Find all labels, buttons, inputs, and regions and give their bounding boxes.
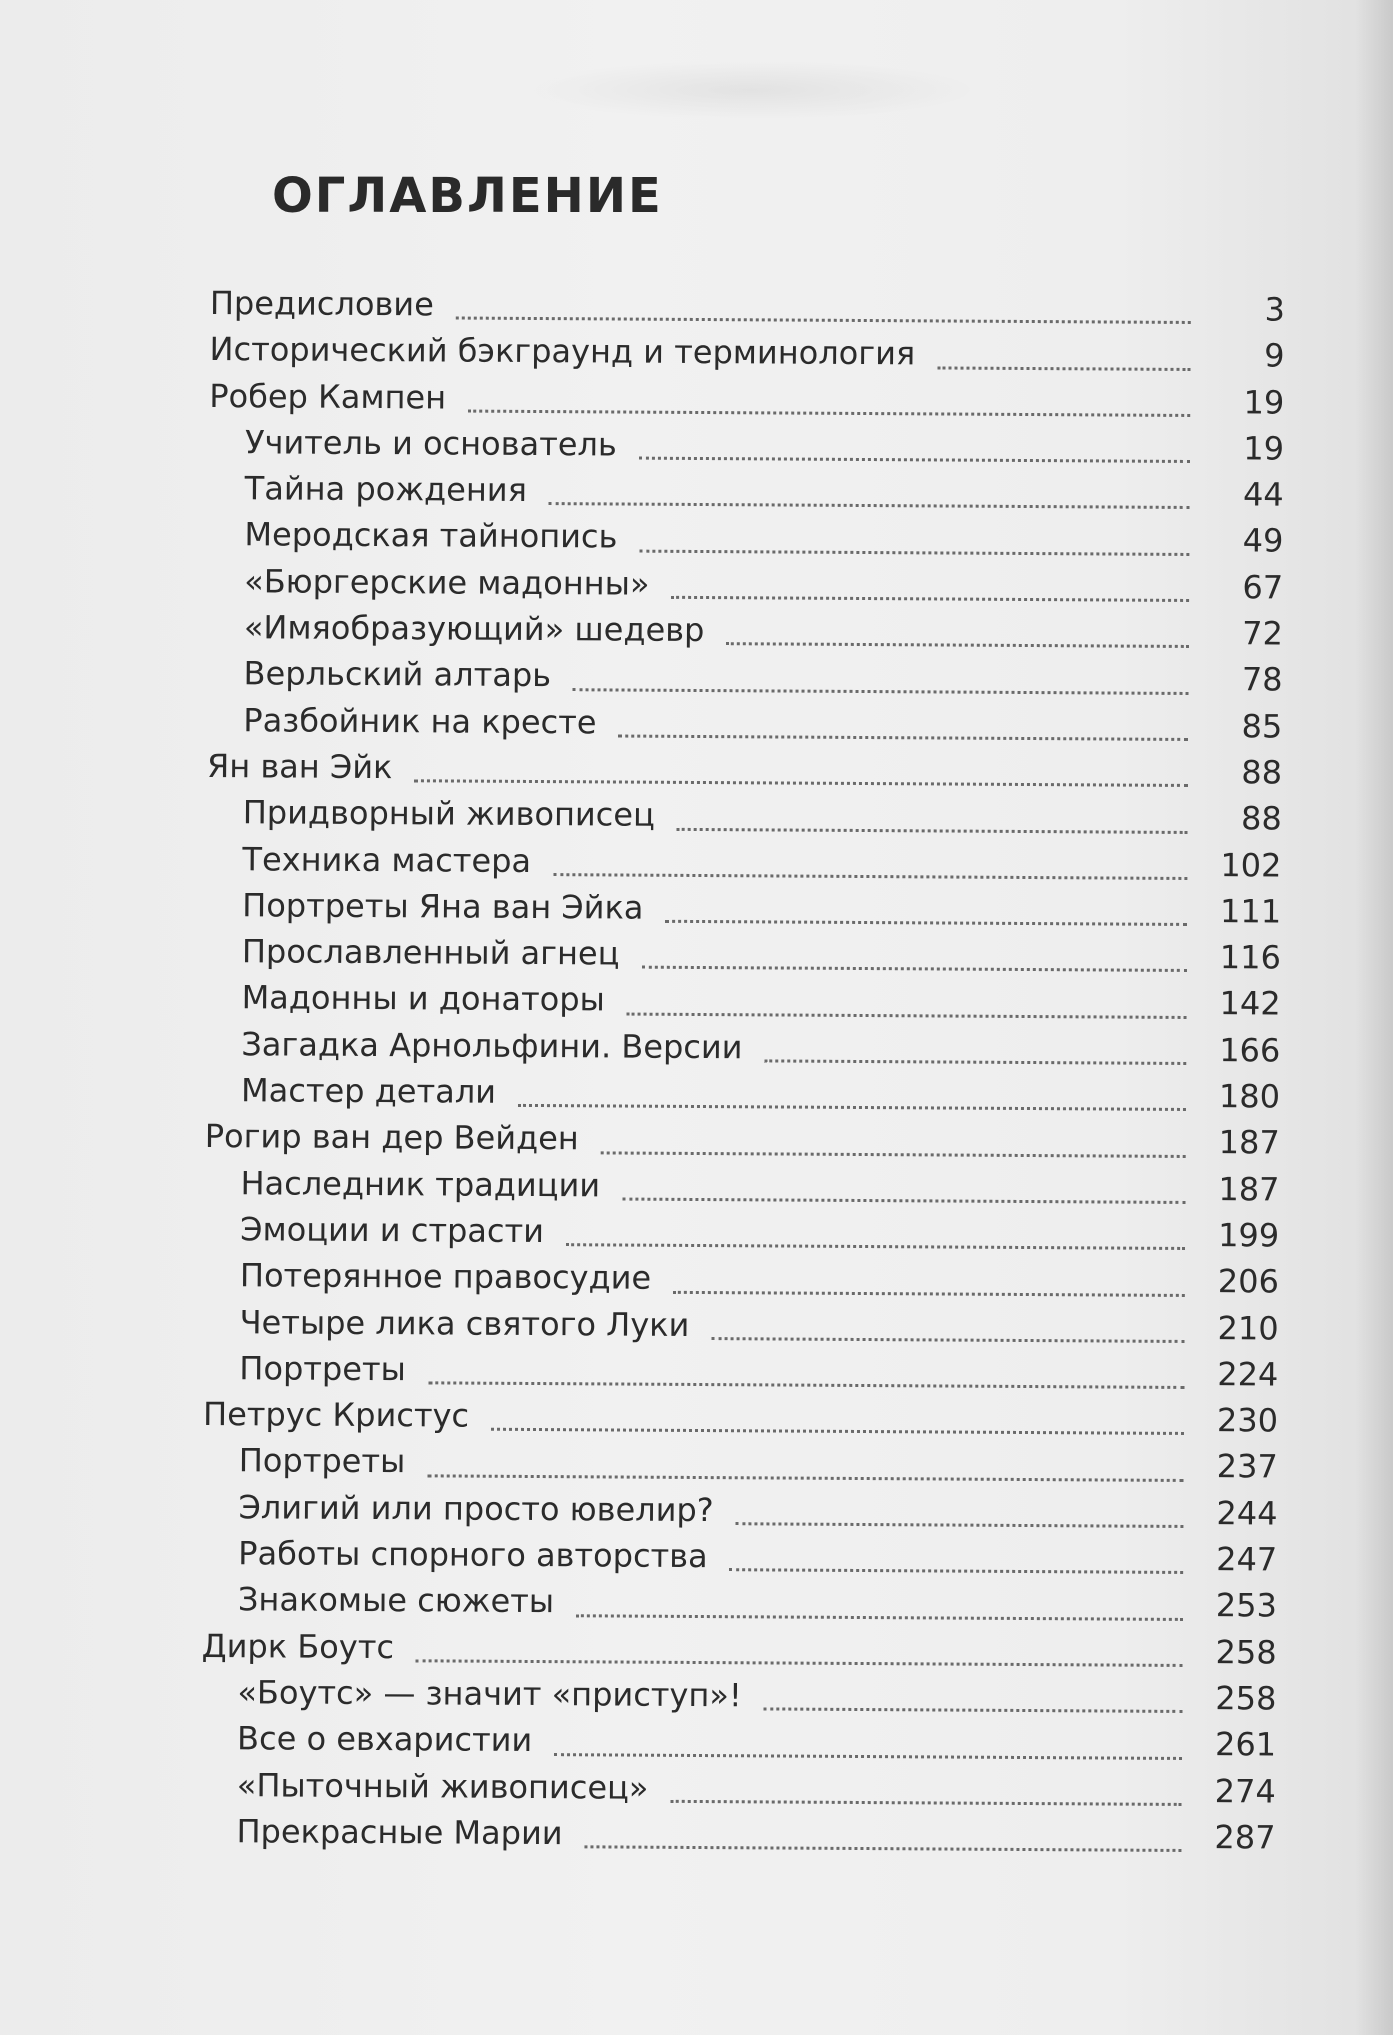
- toc-entry-title: Работы спорного авторства: [238, 1534, 708, 1576]
- toc-entry-page-number: 19: [1243, 382, 1285, 422]
- dot-leader: [468, 405, 1190, 416]
- dot-leader: [566, 1239, 1185, 1250]
- dot-leader: [671, 592, 1189, 602]
- toc-entry: [208, 562, 1283, 615]
- toc-entry-title: «Пыточный живописец»: [236, 1765, 649, 1807]
- toc-entry: [201, 1719, 1276, 1772]
- toc-entry-page-number: 88: [1241, 753, 1283, 792]
- dot-leader: [764, 1055, 1186, 1065]
- toc-entry-title: Разбойник на кресте: [243, 700, 597, 742]
- dot-leader: [553, 869, 1187, 880]
- toc-entry-title: Знакомые сюжеты: [237, 1580, 555, 1621]
- toc-entry-title: Учитель и основатель: [244, 423, 617, 464]
- toc-entry-page-number: 116: [1219, 938, 1282, 977]
- dot-leader: [670, 1796, 1181, 1806]
- toc-entry-title: Верльский алтарь: [243, 654, 552, 695]
- toc-entry-title: «Бюргерские мадонны»: [244, 561, 650, 603]
- table-of-contents: [200, 284, 1285, 1865]
- toc-entry: [209, 423, 1284, 476]
- toc-entry-title: Загадка Арнольфини. Версии: [241, 1024, 743, 1067]
- dot-leader: [641, 962, 1187, 972]
- toc-entry-page-number: 67: [1242, 568, 1284, 607]
- toc-entry: [205, 1071, 1280, 1124]
- toc-entry-page-number: 199: [1218, 1216, 1280, 1255]
- toc-entry-title: Дирк Боутс: [201, 1626, 395, 1666]
- page-title: ОГЛАВЛЕНИЕ: [272, 168, 663, 224]
- toc-entry-title: Ян ван Эйк: [206, 746, 393, 787]
- dot-leader: [677, 823, 1188, 833]
- toc-entry: [205, 1117, 1280, 1170]
- toc-entry-page-number: 166: [1219, 1030, 1281, 1070]
- toc-entry-title: «Боутс» — значит «приступ»!: [237, 1673, 742, 1715]
- toc-entry: [200, 1812, 1275, 1865]
- dot-leader: [428, 1377, 1185, 1389]
- toc-entry-page-number: 210: [1217, 1308, 1279, 1348]
- toc-entry: [203, 1441, 1278, 1494]
- toc-entry: [207, 747, 1282, 800]
- dot-leader: [573, 684, 1189, 695]
- toc-entry-title: Техника мастера: [242, 839, 532, 880]
- dot-leader: [622, 1193, 1185, 1203]
- toc-entry-title: «Имяобразующий» шедевр: [243, 608, 705, 650]
- toc-entry-page-number: 261: [1214, 1725, 1277, 1764]
- page-edge-shadow: [1355, 0, 1393, 2035]
- toc-entry: [203, 1395, 1278, 1448]
- toc-entry: [209, 469, 1284, 522]
- toc-entry-title: Элигий или просто ювелир?: [238, 1487, 714, 1529]
- dot-leader: [764, 1704, 1183, 1714]
- toc-entry-page-number: 44: [1242, 475, 1284, 514]
- dot-leader: [639, 545, 1189, 555]
- toc-entry-page-number: 258: [1215, 1632, 1277, 1672]
- toc-entry-page-number: 224: [1217, 1355, 1279, 1394]
- toc-entry-title: Придворный живописец: [242, 793, 655, 834]
- dot-leader: [414, 776, 1188, 788]
- toc-entry-title: Робер Кампен: [209, 376, 447, 417]
- dot-leader: [618, 730, 1188, 740]
- dot-leader: [730, 1565, 1184, 1575]
- dot-leader: [639, 453, 1190, 463]
- toc-entry-page-number: 3: [1264, 290, 1285, 329]
- toc-entry-page-number: 230: [1216, 1401, 1279, 1440]
- toc-entry: [204, 1210, 1279, 1263]
- toc-entry: [203, 1349, 1278, 1402]
- toc-entry: [210, 284, 1285, 337]
- toc-entry: [207, 654, 1282, 707]
- toc-entry-page-number: 142: [1219, 984, 1281, 1024]
- toc-entry: [202, 1627, 1277, 1680]
- toc-entry-title: Четыре лика святого Луки: [239, 1302, 690, 1344]
- toc-entry: [207, 701, 1282, 754]
- toc-entry-title: Меродская тайнопись: [244, 515, 618, 556]
- toc-entry-page-number: 85: [1241, 706, 1283, 746]
- toc-entry-page-number: 19: [1243, 429, 1285, 468]
- toc-entry-title: Потерянное правосудие: [239, 1256, 652, 1297]
- toc-entry-page-number: 247: [1216, 1540, 1278, 1579]
- dot-leader: [491, 1424, 1184, 1435]
- dot-leader: [726, 639, 1189, 649]
- toc-entry-page-number: 180: [1218, 1077, 1281, 1116]
- dot-leader: [456, 313, 1191, 324]
- toc-entry-page-number: 88: [1240, 799, 1282, 838]
- dot-leader: [518, 1100, 1186, 1111]
- toc-entry-title: Рогир ван дер Вейден: [204, 1117, 579, 1158]
- toc-entry-page-number: 9: [1264, 336, 1285, 375]
- toc-entry-page-number: 187: [1218, 1169, 1280, 1209]
- toc-entry: [207, 793, 1282, 846]
- toc-entry: [203, 1303, 1278, 1356]
- toc-entry: [205, 978, 1280, 1031]
- toc-entry: [202, 1534, 1277, 1587]
- dot-leader: [416, 1655, 1183, 1667]
- print-bleed-through: [520, 60, 980, 120]
- toc-entry: [205, 1025, 1280, 1078]
- dot-leader: [736, 1518, 1184, 1528]
- toc-entry-title: Портреты: [238, 1441, 406, 1481]
- toc-entry-title: Портреты Яна ван Эйка: [242, 886, 644, 927]
- toc-entry-page-number: 287: [1214, 1817, 1276, 1857]
- dot-leader: [576, 1610, 1183, 1621]
- dot-leader: [554, 1749, 1182, 1760]
- toc-entry-title: Тайна рождения: [244, 469, 528, 510]
- toc-entry-title: Мастер детали: [240, 1071, 497, 1111]
- dot-leader: [673, 1286, 1185, 1296]
- dot-leader: [585, 1841, 1182, 1852]
- toc-entry-page-number: 274: [1214, 1771, 1276, 1811]
- toc-entry-page-number: 253: [1215, 1586, 1278, 1625]
- toc-entry-title: Все о евхаристии: [237, 1719, 533, 1760]
- dot-leader: [427, 1470, 1184, 1482]
- toc-entry: [206, 932, 1281, 985]
- dot-leader: [711, 1333, 1184, 1343]
- toc-entry: [206, 840, 1281, 893]
- toc-entry: [209, 377, 1284, 430]
- toc-entry: [208, 515, 1283, 568]
- dot-leader: [937, 362, 1190, 371]
- toc-entry-title: Наследник традиции: [240, 1163, 601, 1205]
- toc-entry-title: Петрус Кристус: [202, 1395, 470, 1435]
- toc-entry-page-number: 237: [1216, 1447, 1278, 1486]
- toc-entry: [208, 608, 1283, 661]
- toc-entry-title: Мадонны и донаторы: [241, 978, 605, 1019]
- toc-entry-page-number: 72: [1242, 614, 1284, 653]
- toc-entry: [201, 1673, 1276, 1726]
- toc-entry: [202, 1580, 1277, 1633]
- toc-entry: [204, 1256, 1279, 1309]
- toc-entry-title: Предисловие: [209, 284, 434, 324]
- toc-entry-page-number: 244: [1216, 1493, 1278, 1533]
- toc-entry: [209, 330, 1284, 383]
- toc-entry: [201, 1765, 1276, 1818]
- toc-entry-title: Исторический бэкграунд и терминология: [209, 330, 916, 373]
- toc-entry-page-number: 78: [1241, 660, 1283, 699]
- dot-leader: [665, 916, 1187, 926]
- toc-entry-page-number: 102: [1220, 845, 1282, 885]
- toc-entry-page-number: 187: [1218, 1123, 1280, 1162]
- toc-entry-title: Прославленный агнец: [241, 932, 620, 973]
- toc-entry: [204, 1164, 1279, 1217]
- toc-entry-title: Прекрасные Марии: [236, 1811, 563, 1852]
- toc-entry-page-number: 49: [1242, 521, 1284, 561]
- toc-entry-title: Портреты: [239, 1349, 406, 1389]
- toc-entry-title: Эмоции и страсти: [240, 1210, 545, 1250]
- toc-entry: [206, 886, 1281, 939]
- toc-entry-page-number: 111: [1219, 892, 1282, 931]
- dot-leader: [601, 1147, 1186, 1158]
- toc-entry: [202, 1488, 1277, 1541]
- dot-leader: [627, 1008, 1187, 1018]
- dot-leader: [549, 499, 1190, 510]
- toc-entry-page-number: 206: [1217, 1262, 1280, 1301]
- toc-entry-page-number: 258: [1215, 1679, 1277, 1718]
